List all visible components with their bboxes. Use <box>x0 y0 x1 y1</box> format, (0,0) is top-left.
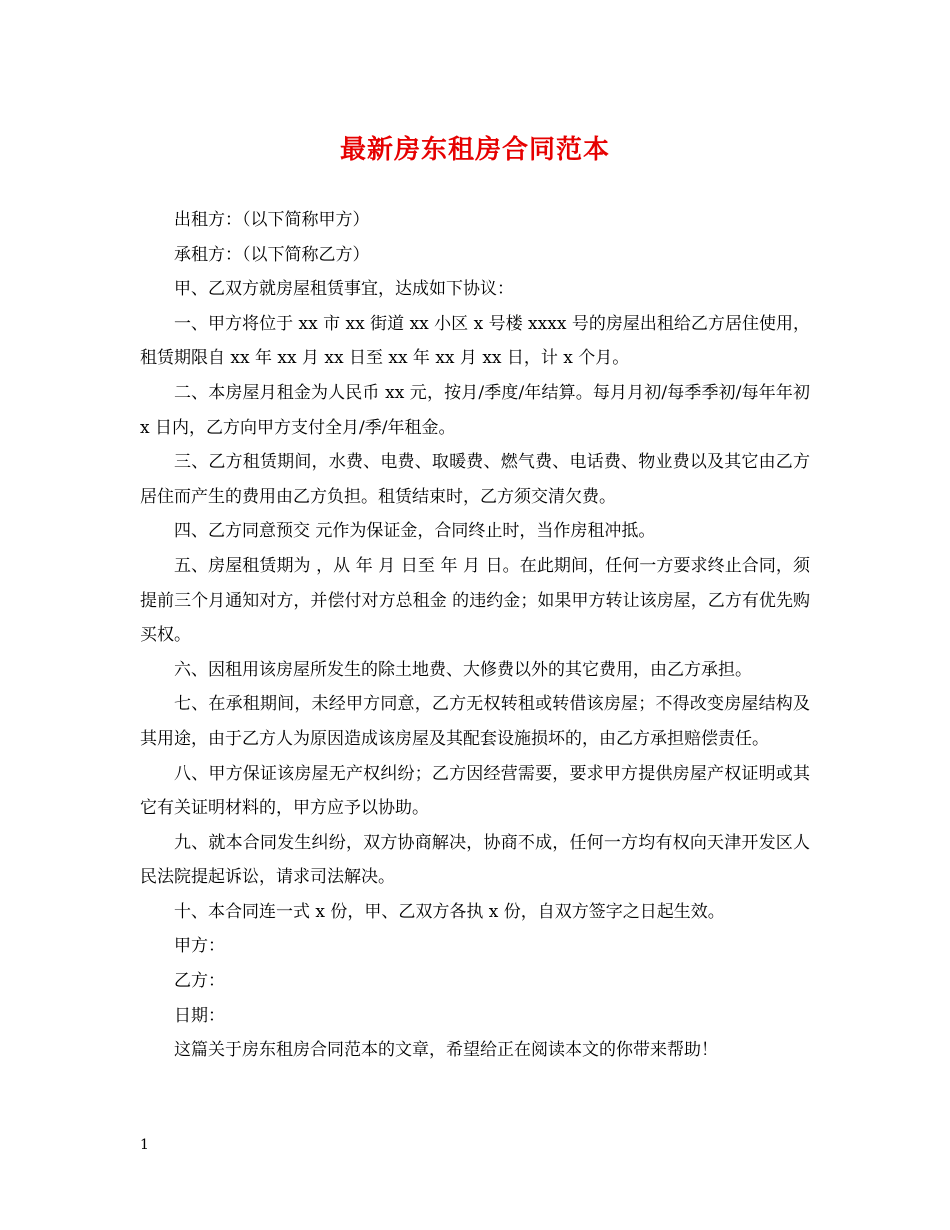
paragraph-lessor: 出租方：（以下简称甲方） <box>174 210 370 230</box>
clause-3: 三、乙方租赁期间，水费、电费、取暖费、燃气费、电话费、物业费以及其它由乙方居住而产生的费用由乙方负担。租赁结束时，乙方须交清欠费。 <box>140 452 810 507</box>
clause-9: 九、就本合同发生纠纷，双方协商解决，协商不成，任何一方均有权向天津开发区人民法院提起诉讼，请求司法解决。 <box>140 832 810 888</box>
clause-4: 四、乙方同意预交 元作为保证金，合同终止时，当作房租冲抵。 <box>174 521 656 542</box>
clause-6: 六、因租用该房屋所发生的除土地费、大修费以外的其它费用，由乙方承担。 <box>174 659 752 680</box>
paragraph-agreement-intro: 甲、乙双方就房屋租赁事宜，达成如下协议： <box>174 279 514 300</box>
paragraph-lessee: 承租方：（以下简称乙方） <box>174 244 370 265</box>
document-body <box>140 203 810 1068</box>
clause-7: 七、在承租期间，未经甲方同意，乙方无权转租或转借该房屋；不得改变房屋结构及其用途，由于乙方人为原因造成该房屋及其配套设施损坏的，由乙方承担赔偿责任。 <box>140 694 810 749</box>
closing-note: 这篇关于房东租房合同范本的文章，希望给正在阅读本文的你带来帮助！ <box>174 1040 718 1061</box>
clause-2: 二、本房屋月租金为人民币 xx 元，按月/季度/年结算。每月月初/每季季初/每年年初 x 日内，乙方向甲方支付全月/季/年租金。 <box>140 382 810 438</box>
clause-1: 一、甲方将位于 xx 市 xx 街道 xx 小区 x 号楼 xxxx 号的房屋出租给乙方居住使用，租赁期限自 xx 年 xx 月 xx 日至 xx 年 xx 月 xx 日，计 x 个月。 <box>140 313 810 369</box>
clause-8: 八、甲方保证该房屋无产权纠纷；乙方因经营需要，要求甲方提供房屋产权证明或其它有关证明材料的，甲方应予以协助。 <box>140 763 810 819</box>
clause-5: 五、房屋租赁期为 ，从 年 月 日至 年 月 日。在此期间，任何一方要求终止合同，须提前三个月通知对方，并偿付对方总租金 的违约金；如果甲方转让该房屋，乙方有优先购买权。 <box>140 555 810 646</box>
signature-party-b: 乙方： <box>174 971 225 992</box>
signature-party-a: 甲方： <box>174 936 225 957</box>
page-number: 1 <box>140 1137 149 1153</box>
signature-date: 日期： <box>174 1005 225 1026</box>
document-title: 最新房东租房合同范本 <box>339 135 610 165</box>
clause-10: 十、本合同连一式 x 份，甲、乙双方各执 x 份，自双方签字之日起生效。 <box>174 901 725 922</box>
